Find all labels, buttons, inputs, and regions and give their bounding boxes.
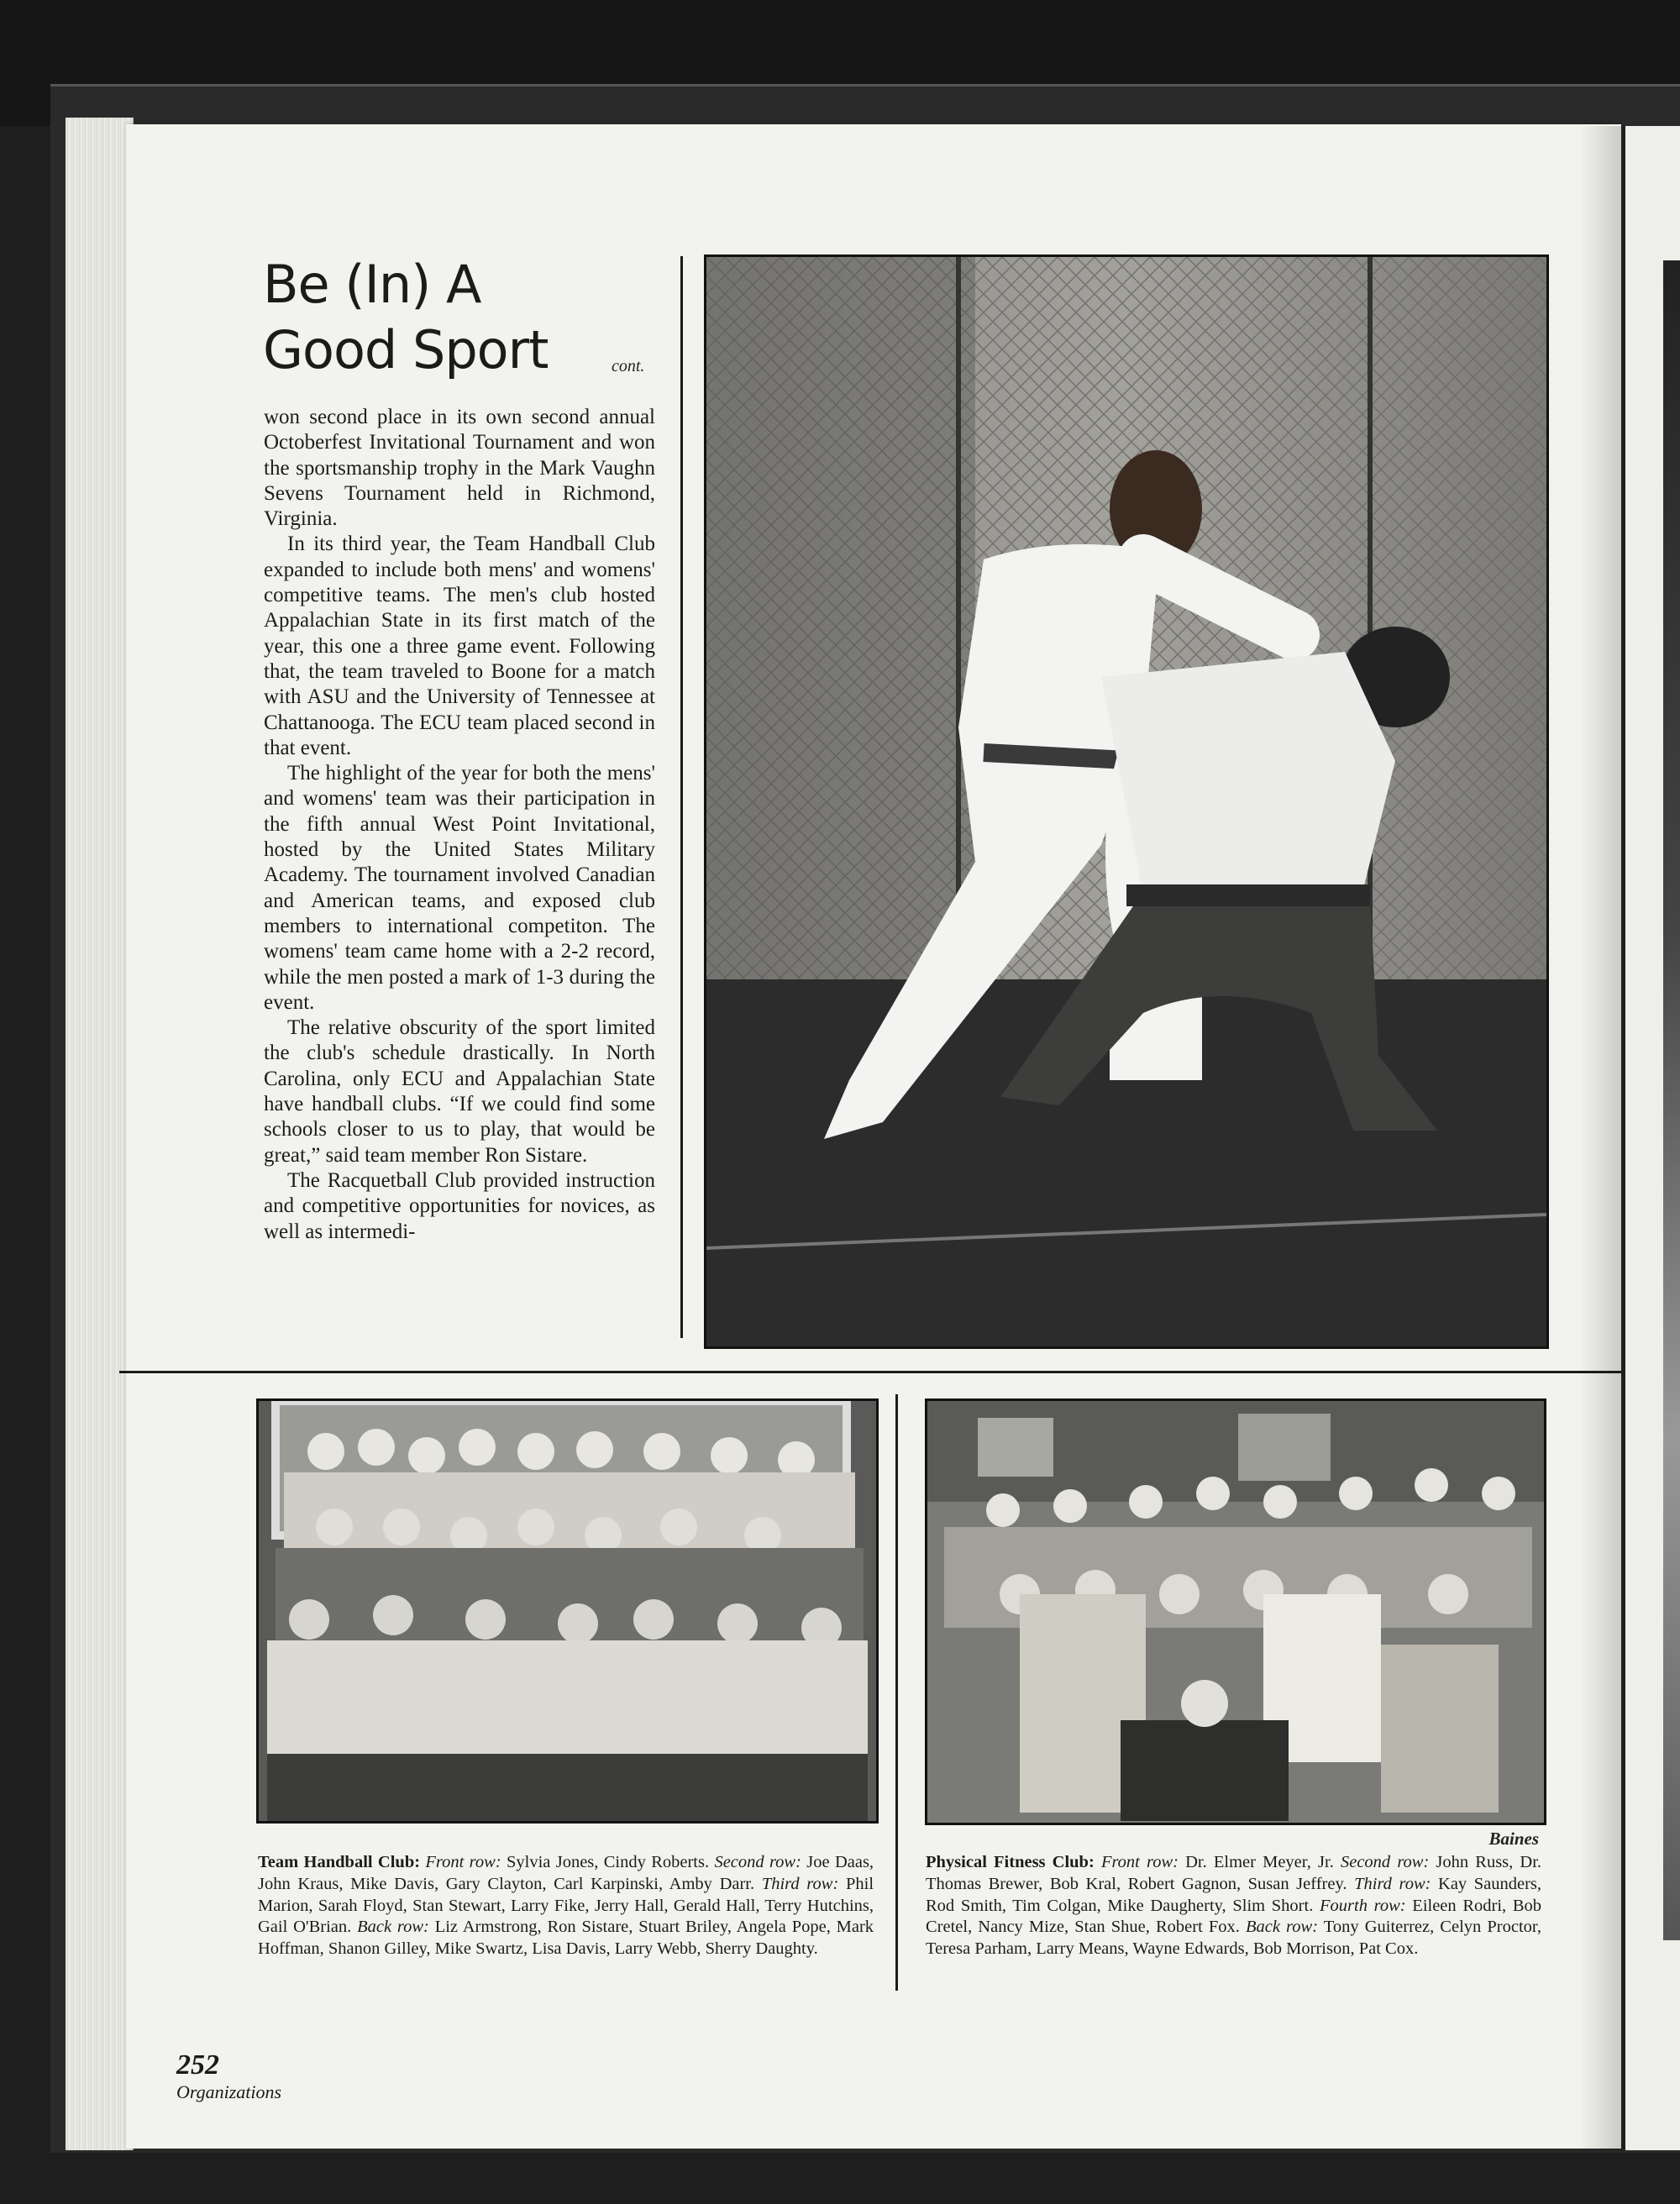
caption-row-names: Phil Marion, Sarah Floyd, Stan Stewart, Larry Fike, Jerry Hall, Gerald Hall, Terry Hutchins, Gail O'Brian.: [258, 1874, 874, 1937]
caption-row-label: Third row:: [1354, 1874, 1431, 1893]
caption-divider-rule: [895, 1394, 898, 1991]
body-paragraph: The relative obscurity of the sport limited the club's schedule drastically. In North Carolina, only ECU and Appalachian State have handball clubs. “If we could find some schools closer to us to play, that would be great,” said team member Ron Sistare.: [264, 1016, 655, 1167]
caption-row-label: Front row:: [425, 1853, 501, 1871]
caption-row-label: Front row:: [1100, 1853, 1179, 1871]
caption-club-name: Physical Fitness Club:: [926, 1853, 1095, 1871]
gutter-shadow: [1579, 126, 1625, 2150]
caption-row-label: Second row:: [714, 1853, 801, 1871]
horizontal-divider-rule: [119, 1371, 1623, 1373]
caption-row-label: Back row:: [357, 1918, 429, 1937]
caption-row-label: Third row:: [761, 1874, 839, 1893]
caption-row-names: John Russ, Dr. Thomas Brewer, Bob Kral, Robert Gagnon, Susan Jeffrey.: [926, 1853, 1542, 1893]
fitness-caption: [926, 1852, 1541, 1960]
body-paragraph: The highlight of the year for both the mens' and womens' team was their participation in the fifth annual West Point Invitational, hosted by the United States Military Academy. The tournament involved Canadian and American teams, and exposed club members to international competiton. The womens' team came home with a 2-2 record, while the men posted a mark of 1-3 during the event.: [264, 762, 655, 1014]
photo-credit: Baines: [1488, 1829, 1539, 1849]
caption-row-names: Eileen Rodri, Bob Cretel, Nancy Mize, Stan Shue, Robert Fox.: [926, 1896, 1542, 1937]
caption-row-label: Back row:: [1246, 1918, 1319, 1937]
facing-page-photo-sliver: [1663, 260, 1680, 1940]
article-body: [264, 405, 655, 1245]
article-headline: [263, 252, 649, 383]
page-number: 252: [176, 2049, 219, 2081]
caption-club-name: Team Handball Club:: [258, 1853, 421, 1871]
column-divider-rule: [680, 256, 683, 1338]
caption-row-names: Joe Daas, John Kraus, Mike Davis, Gary Clayton, Carl Karpinski, Amby Darr.: [258, 1853, 874, 1893]
handball-photo-illustration: [259, 1401, 876, 1821]
team-handball-group-photo: [256, 1398, 879, 1824]
caption-row-label: Second row:: [1340, 1853, 1430, 1871]
headline-line-2: Good Sport: [263, 319, 549, 380]
caption-row-names: Tony Guiterrez, Celyn Proctor, Teresa Parham, Larry Means, Wayne Edwards, Bob Morrison, Pat Cox.: [926, 1918, 1542, 1959]
caption-row-names: Kay Saunders, Rod Smith, Tim Colgan, Mike Daugherty, Slim Short.: [926, 1874, 1542, 1915]
physical-fitness-group-photo: [925, 1398, 1546, 1825]
page-stack-edge: [66, 118, 134, 2150]
body-paragraph: In its third year, the Team Handball Club expanded to include both mens' and womens' competitive teams. The men's club hosted Appalachian State in its first match of the year, this one a three game event. Following that, the team traveled to Boone for a match with ASU and the University of Tennessee at Chattanooga. The ECU team placed second in that event.: [264, 533, 655, 759]
caption-row-names: Liz Armstrong, Ron Sistare, Stuart Briley, Angela Pope, Mark Hoffman, Shanon Gilley, Mike Swartz, Lisa Davis, Larry Webb, Sherry Daughty.: [258, 1918, 874, 1959]
caption-row-names: Dr. Elmer Meyer, Jr.: [1185, 1853, 1334, 1871]
caption-row-names: Sylvia Jones, Cindy Roberts.: [507, 1853, 710, 1871]
caption-row-label: Fourth row:: [1320, 1896, 1406, 1915]
body-paragraph: The Racquetball Club provided instruction and competitive opportunities for novices, as well as intermedi-: [264, 1168, 655, 1243]
karate-photo-illustration: [706, 257, 1546, 1346]
handball-caption: [258, 1852, 874, 1960]
continued-label: cont.: [612, 357, 645, 375]
headline-line-1: Be (In) A: [263, 254, 481, 315]
fitness-photo-illustration: [927, 1401, 1544, 1823]
body-paragraph: won second place in its own second annual Octoberfest Invitational Tournament and won the sportsmanship trophy in the Mark Vaughn Sevens Tournament held in Richmond, Virginia.: [264, 406, 655, 531]
section-name: Organizations: [176, 2081, 282, 2102]
karate-photo: [704, 255, 1549, 1349]
